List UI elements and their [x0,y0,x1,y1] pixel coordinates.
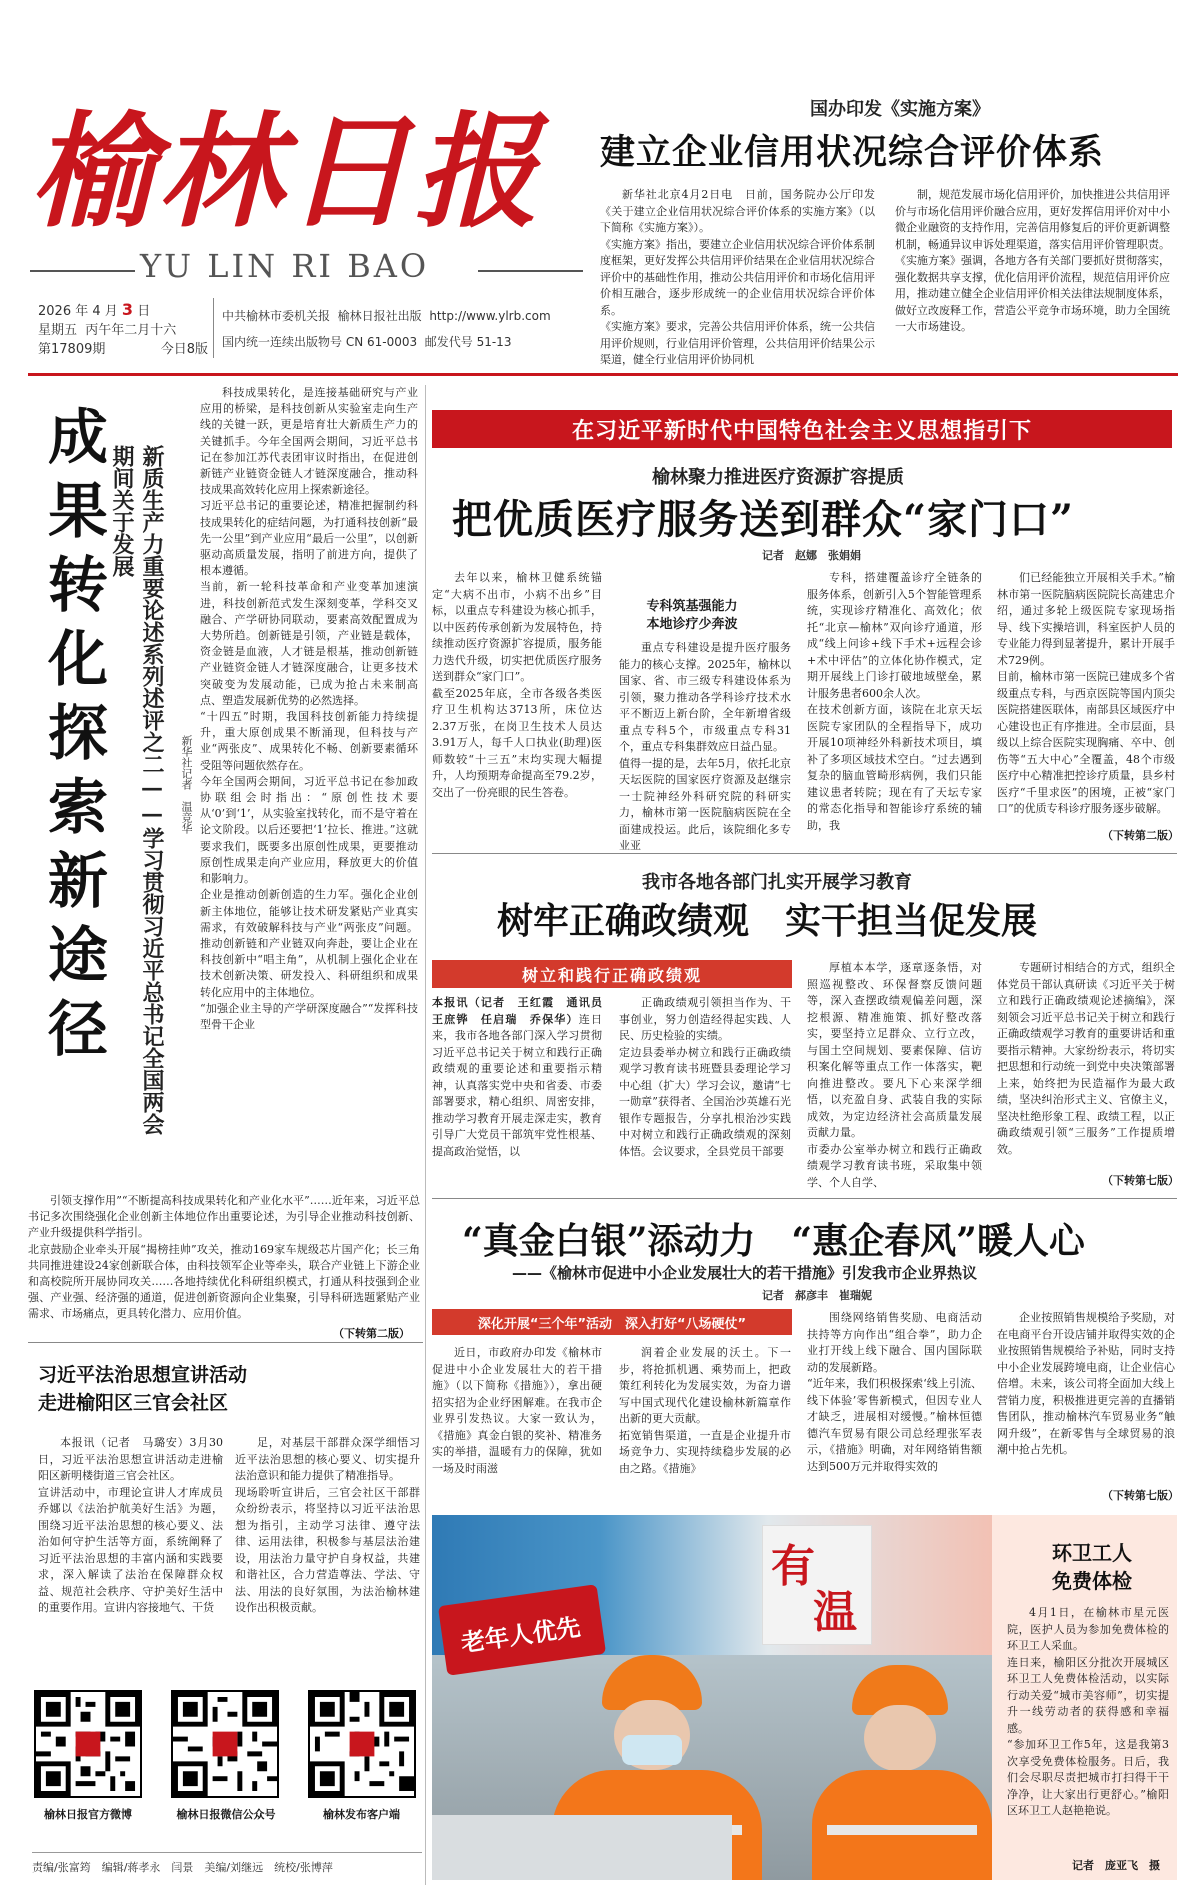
pol-kicker: 我市各地各部门扎实开展学习教育 [642,872,912,893]
commentary-text: 科技成果转化，是连接基础研究与产业应用的桥梁，是科技创新从实验室走向生产线的关键一跃，更是培育壮大新质生产力的关键抓手。今年全国两会期间，习近平总书记在参加江苏代表团审议时指出，在促进创新链产业链资金链人才链深度融合，推动科技成果高效转化应用上探索新途径。 习近平总书记的重要论述，精准把握制约科技成果转化的症结问题，为打通科技创新“最先一公里”到产业应用“最后一公里”，以创新驱动高质量发展，指明了前进方向，提供了根本遵循。 当前，新一轮科技革命和产业变革加速演进，科技创新范式发生深刻变革，学科交叉融合、产学研协同联动，要素高效配置成为大势所趋。创新链是引领，产业链是载体，资金链是血液，人才链是根基，推动创新链产业链资金链人才链深度融合，让更多技术突破变为发展动能，已成为抢占未来制高点、塑造发展新优势的必然选择。 “十四五”时期，我国科技创新能力持续提升，重大原创成果不断涌现，但科技与产业“两张皮”、成果转化不畅、创新要素循环受阻等问题依然存在。 今年全国两会期间，习近平总书记在参加政协联组会时指出：“原创性技术要从‘0’到‘1’，从实验室找转化，而不是守着在论文阶段。以后还要把‘1’拉长、推进。”这就要求我们，既要多出原创性成果，更要推动原创性成果走向产业应用，释放更大的价值和影响力。 企业是推动创新创造的生力军。强化企业创新主体地位，能够让技术研发紧贴产业真实需求，有效破解科技与产业“两张皮”问题。推动创新链和产业链双向奔赴，要让企业在科技创新中“唱主角”，从机制上强化企业在技术创新决策、研发投入、科研组织和成果转化应用中的主体地位。 “加强企业主导的产学研深度融合”“发挥科技型骨干企业 [200,386,418,1031]
lead-kicker: 国办印发《实施方案》 [810,99,990,120]
qr-code-weibo[interactable] [34,1690,142,1798]
medical-title: 把优质医疗服务送到群众“家门口” [452,496,1075,543]
lead-col-2 [895,187,1170,357]
lead-article [600,95,1180,375]
medical-text-3: 专科，搭建覆盖诊疗全链条的服务体系，创新引入5个智能管理系统，实现诊疗精准化、高效化；依托“北京—榆林”双向诊疗通道，形成“线上问诊+线下手术+远程会诊+术中评估”的立体化协作模式，定期开展线上门诊打破地域壁垒，累计服务患者600余人次。 在技术创新方面，该院在北京天坛医院专家团队的全程指导下，成功开展10项神经外科新技术项目，填补了多项区域技术空白。“过去遇到复杂的脑血管畸形病例，我们只能建议患者转院；现在有了天坛专家的常态化指导和智能诊疗系统的辅助，我 [807,571,982,832]
pol-text-2: 正确政绩观引领担当作为、干事创业，努力创造经得起实践、人民、历史检验的实绩。 定边县委举办树立和践行正确政绩观学习教育读书班暨县委理论学习中心组（扩大）学习会议，邀请“七一勋章”获得者、全国治沙英雄石光银作专题报告，分享扎根治沙实践中对树立和践行正确政绩观的深刻体悟。会议要求，全县党员干部要 [619,996,791,1158]
photo-credit: 记者 庞亚飞 摄 [1072,1859,1160,1872]
medical-col-4 [997,570,1175,828]
medical-col-1 [432,570,602,840]
section-rule [432,1198,1177,1199]
worker-stripe [827,1825,977,1835]
masthead-logo: 榆林日报 [30,100,543,245]
photo-sign-text: 老年人优先 [459,1613,583,1658]
masthead-divider [213,298,214,358]
issue-number: 第17809期 [38,342,106,357]
qr-pattern [36,1692,140,1796]
photo-desk [432,1815,732,1880]
pol-article [432,860,1177,1190]
commentary-col [200,385,418,1190]
qr-pattern [173,1692,277,1796]
commentary-article [28,385,423,1345]
sme-title: “真金白银”添动力 “惠企春风”暖人心 [462,1220,1085,1262]
lead-text-1: 新华社北京4月2日电 日前，国务院办公厅印发《关于建立企业信用状况综合评价体系的实施方案》（以下简称《实施方案》）。 《实施方案》指出，要建立企业信用状况综合评价体系制度框架，更好发挥公共信用评价结果在企业信用状况综合评价中的基础性作用，推动公共信用评价和市场化信用评价相互融合，逐步形成统一的企业信用状况综合评价体系。 《实施方案》要求，完善公共信用评价体系，统一公共信用评价规则，行业信用评价管理，公共信用评价结果公示渠道，健全行业信用评价协同机 [600,188,875,366]
medical-subhead-1: 专科筑基强能力 [646,599,738,614]
medical-col-2 [619,640,791,852]
issue-date: 2026 年 4 月 [38,304,118,319]
commentary-headline: 成果转化探索新途径 [38,405,108,1071]
commentary-wide-text: 引领支撑作用”“不断提高科技成果转化和产业化水平”……近年来，习近平总书记多次围绕强化企业创新主体地位作出重要论述，为引导企业推动科技创新、产业升级提供科学指引。 北京鼓励企业牵头开展“揭榜挂帅”攻关，推动169家车规级芯片国产化；长三角共同推进建设24家创新联合体，由科技领军企业等牵头，联合产业链上下游企业和高校院所开展协同攻关……各地持续优化科研组织模式，打通从科技强到企业强、产业强、经济强的通道，促进创新资源向企业集聚，引导科研选题紧贴产业需求、市场痛点，更具转化潜力、应用价值。 [28,1194,420,1321]
qr-pattern [310,1692,414,1796]
theme-banner [432,410,1172,448]
law-article [28,1350,423,1680]
pol-box [432,960,792,988]
photo-poster [762,1525,872,1645]
pol-col-3 [807,960,982,1189]
law-col-2 [235,1435,420,1670]
commentary-turn[interactable]: （下转第二版） [333,1327,410,1340]
medical-article [432,455,1179,852]
law-title-1: 习近平法治思想宣讲活动 [38,1364,248,1386]
publisher: 榆林日报社出版 [337,309,422,323]
medical-byline: 记者 赵娜 张娟娟 [762,549,861,562]
column-divider [425,385,426,1885]
photo-title-1: 环卫工人 [1052,1541,1132,1565]
sme-byline: 记者 郝彦丰 崔瑞妮 [762,1289,872,1302]
pol-title: 树牢正确政绩观 实干担当促发展 [497,900,1038,942]
commentary-subhead: 新质生产力重要论述系列述评之二——学习贯彻习近平总书记全国两会期间关于发展 [109,445,165,1135]
sme-col-1 [432,1345,602,1500]
lead-col-1 [600,187,875,366]
qr-section [28,1690,423,1830]
sme-box [432,1309,792,1335]
pol-col-1 [432,995,613,1185]
medical-subhead-2: 本地诊疗少奔波 [646,617,738,632]
pol-text-4: 专题研讨相结合的方式，组织全体党员干部认真研读《习近平关于树立和践行正确政绩观论述摘编》，深刻领会习近平总书记关于树立和践行正确政绩观学习教育的重要讲话和重要指示精神。大家纷纷表示，将切实把思想和行动统一到党中央决策部署上来，始终把为民造福作为最大政绩，坚决纠治形式主义、官僚主义，坚决杜绝形象工程、政绩工程，以正确政绩观引领“三服务”工作提质增效。 [997,961,1175,1156]
medical-text-2: 重点专科建设是提升医疗服务能力的核心支撑。2025年，榆林以国家、省、市三级专科建设体系为引领，聚力推动各学科诊疗技术水平不断迈上新台阶，全年新增省级重点专科5个，市级重点专科31个，重点专科集群效应日益凸显。 值得一提的是，去年5月，依托北京天坛医院的国家医疗资源及赵继宗一士院神经外科研究院的科研实力，榆林市第一医院脑病医院在全面建成投运。此后，该院细化多专业亚 [619,641,791,852]
sme-subtitle: ——《榆林市促进中小企业发展壮大的若干措施》引发我市企业界热议 [512,1264,978,1282]
photo-caption-text: 4月1日，在榆林市星元医院，医护人员为参加免费体检的环卫工人采血。 连日来，榆阳区分批次开展城区环卫工人免费体检活动，以实际行动关爱“城市美容师”，切实提升一线劳动者的获得感和幸福感。 “参加环卫工作5年，这是我第3次享受免费体检服务。日后，我们会尽职尽责把城市打扫得干干净净，让大家出行更舒心。”榆阳区环卫工人赵艳艳说。 [1007,1606,1169,1817]
pol-lead: 本报讯（记者 王红霞 通讯员 王庶铧 任启瑞 乔保华） [432,996,613,1026]
worker-face [864,1705,936,1771]
lunar-date: 丙午年二月十六 [85,323,177,338]
medical-col-3 [807,570,982,840]
issue-day-suffix: 日 [137,304,151,319]
cn-number: 国内统一连续出版物号 CN 61-0003 [222,335,418,349]
sme-col-3 [807,1310,982,1500]
pinyin-rule [478,270,583,272]
sme-article [432,1205,1177,1505]
sme-text-1: 近日，市政府办印发《榆林市促进中小企业发展壮大的若干措施》（以下简称《措施》），拿出硬招实招为企业纾困解难。在我市企业界引发热议。大家一致认为，《措施》真金白银的奖补、精准务实的举措，温暖有力的保障，犹如一场及时雨滋 [432,1346,602,1475]
photo-poster-char-1: 有 [771,1541,815,1592]
website[interactable]: http://www.ylrb.com [429,309,551,323]
org: 中共榆林市委机关报 [222,309,331,323]
qr-code-wechat[interactable] [171,1690,279,1798]
law-col-1 [38,1435,223,1670]
worker-mask [622,1735,682,1765]
sme-turn[interactable]: （下转第七版） [1102,1489,1179,1502]
sme-text-4: 企业按照销售规模给予奖励，对在电商平台开设店铺并取得实效的企业按照销售规模给予补贴，同时支持中小企业发展跨境电商，让企业信心倍增。未来，该公司将全面加大线上营销力度，积极推进更完善的直播销售团队，推动榆林汽车贸易业务“触网升级”，在新零售与全球贸易的浪潮中抢占先机。 [997,1311,1175,1456]
staff-credits: 责编/张富筠 编辑/蒋孝永 闫景 美编/刘继远 统校/张博萍 [32,1852,422,1875]
pol-text-1: 连日来，我市各地各部门深入学习贯彻习近平总书记关于树立和践行正确政绩观的重要论述和重要指示精神，认真落实党中央和省委、市委部署要求，精心组织、周密安排，推动学习教育开展走深走实，教育引导广大党员干部筑牢党性根基、提高政治觉悟，以 [432,1012,603,1158]
photo-title-2: 免费体检 [1052,1569,1132,1593]
pol-col-4 [997,960,1175,1172]
lead-text-2: 制，规范发展市场化信用评价，加快推进公共信用评价与市场化信用评价融合应用，更好发挥信用评价对中小微企业融资的支持作用，完善信用修复后的评价更新调整机制，畅通异议申诉处理渠道，落实信用评价管理职责。 《实施方案》强调，各地方各有关部门要抓好贯彻落实，强化数据共享支撑，优化信用评价流程，规范信用评价应用，推动建立健全企业信用评价相关法律法规制度体系，做好立改废释工作，营造公平竞争市场环境，助力全国统一大市场建设。 [895,188,1170,333]
sme-text-3: 围绕网络销售奖励、电商活动扶持等方向作出“组合拳”，助力企业打开线上线下融合、国内国际联动的发展新路。 “近年来，我们积极探索‘线上引流、线下体验’零售新模式，但因专业人才缺乏，进展相对缓慢。”榆林恒德德汽车贸易有限公司总经理张军表示，《措施》明确，对年网络销售额达到500万元并取得实效的 [807,1311,982,1473]
law-text-1: 本报讯（记者 马璐安）3月30日，习近平法治思想宣讲活动走进榆阳区新明楼街道三官会社区。 宣讲活动中，市理论宣讲人才库成员乔娜以《法治护航美好生活》为题，围绕习近平法治思想的核心要义、法治如何守护生活等方面，系统阐释了习近平法治思想的丰富内涵和实践要求，深入解读了法治在保障群众权益、规范社会秩序、守护美好生活中的重要作用。宣讲内容接地气、干货 [38,1436,223,1614]
masthead-pinyin: YU LIN RI BAO [140,247,430,285]
section-rule [432,853,1177,854]
law-text-2: 足，对基层干部群众深学细悟习近平法治思想的核心要义、切实提升法治意识和能力提供了精准指导。 现场聆听宣讲后，三官会社区干部群众纷纷表示，将坚持以习近平法治思想为指引，主动学习法律、遵守法律、运用法律，积极参与基层法治建设，用法治力量守护自身权益，共建和谐社区，合力营造尊法、学法、守法、用法的良好氛围，为法治榆林建设作出积极贡献。 [235,1436,420,1614]
law-title-2: 走进榆阳区三官会社区 [38,1392,229,1414]
photo-story [432,1515,1177,1880]
pol-text-3: 厚植本本学，逐章逐条悟，对照巡视整改、环保督察反馈问题等，深入查摆政绩观偏差问题，深挖根源、精准施策、抓好整改落实，要坚持立足群众、立行立改，与国土空间规划、要素保障、信访积案化解等重点工作一体落实，靶向推进整改。要凡下心来深学细悟，以充盈自身、武装自我的实际成效，为定边经济社会高质量发展贡献力量。 市委办公室举办树立和践行正确政绩观学习教育读书班，采取集中领学、个人自学、 [807,961,982,1189]
publisher-info [222,303,592,355]
weekday: 星期五 [38,323,78,338]
qr-label-app: 榆林发布客户端 [323,1808,400,1821]
qr-code-app[interactable] [308,1690,416,1798]
issue-day: 3 [121,300,134,319]
photo-poster-char-2: 温 [813,1587,857,1638]
theme-banner-text: 在习近平新时代中国特色社会主义思想指引下 [571,418,1032,444]
issue-info [38,300,208,359]
sme-col-4 [997,1310,1175,1488]
medical-kicker: 榆林聚力推进医疗资源扩容提质 [652,467,904,488]
health-check-photo[interactable] [432,1515,992,1880]
top-rule [28,373,1178,376]
post-code: 邮发代号 51-13 [424,335,512,349]
page-count: 今日8版 [160,342,208,357]
commentary-wide [28,1193,420,1328]
pol-col-2 [619,995,791,1185]
pinyin-rule [30,270,135,272]
medical-text-1: 去年以来，榆林卫健系统锚定“大病不出市，小病不出乡”目标，以重点专科建设为核心抓手，以中医药传承创新为发展特色，持续推动医疗资源扩容提质，服务能力迭代升级，切实把优质医疗服务送到群众“家门口”。 截至2025年底，全市各级各类医疗卫生机构达3713所，床位达2.37万张，在岗卫生技术人员达3.91万人，每千人口执业(助理)医师数较“十三五”末均实现大幅提升，人均预期寿命提高至79.2岁，交出了一份亮眼的民生答卷。 [432,571,602,799]
lead-title: 建立企业信用状况综合评价体系 [600,132,1105,173]
medical-turn[interactable]: （下转第二版） [1102,829,1179,842]
photo-caption [1007,1605,1169,1853]
commentary-byline: 新华社记者 温竞华 [180,735,193,834]
pol-box-text: 树立和践行正确政绩观 [521,965,702,985]
pol-turn[interactable]: （下转第七版） [1102,1174,1179,1187]
qr-label-weibo: 榆林日报官方微博 [44,1808,132,1821]
left-column-rule [28,1342,423,1343]
qr-label-wechat: 榆林日报微信公众号 [176,1808,276,1821]
sme-col-2 [619,1345,791,1500]
sme-text-2: 润着企业发展的沃土。下一步，将抢抓机遇、乘势而上，把政策红利转化为发展实效，为奋力谱写中国式现代化建设榆林新篇章作出新的更大贡献。 拓宽销售渠道，一直是企业提升市场竞争力、实现持续稳步发展的必由之路。《措施》 [619,1346,791,1475]
medical-text-4: 们已经能独立开展相关手术。”榆林市第一医院脑病医院院长高建忠介绍，通过多轮上级医院专家现场指导、线下实操培训，科室医护人员的专业能力得到显著提升，累计开展手术729例。 目前，榆林市第一医院已建成多个省级重点专科，与西京医院等国内顶尖医院搭建医联体，南部县区域医疗中心建设也正有序推进。全市层面，县级以上综合医院实现胸痛、卒中、创伤等“五大中心”全覆盖，48个市级医疗中心精准把控诊疗质量，县乡村医疗“千里求医”的困境，正被“家门口”的优质专科诊疗服务逐步破解。 [997,571,1175,815]
sme-box-text: 深化开展“三个年”活动 深入打好“八场硬仗” [477,1316,747,1332]
worker-figure [812,1665,992,1880]
